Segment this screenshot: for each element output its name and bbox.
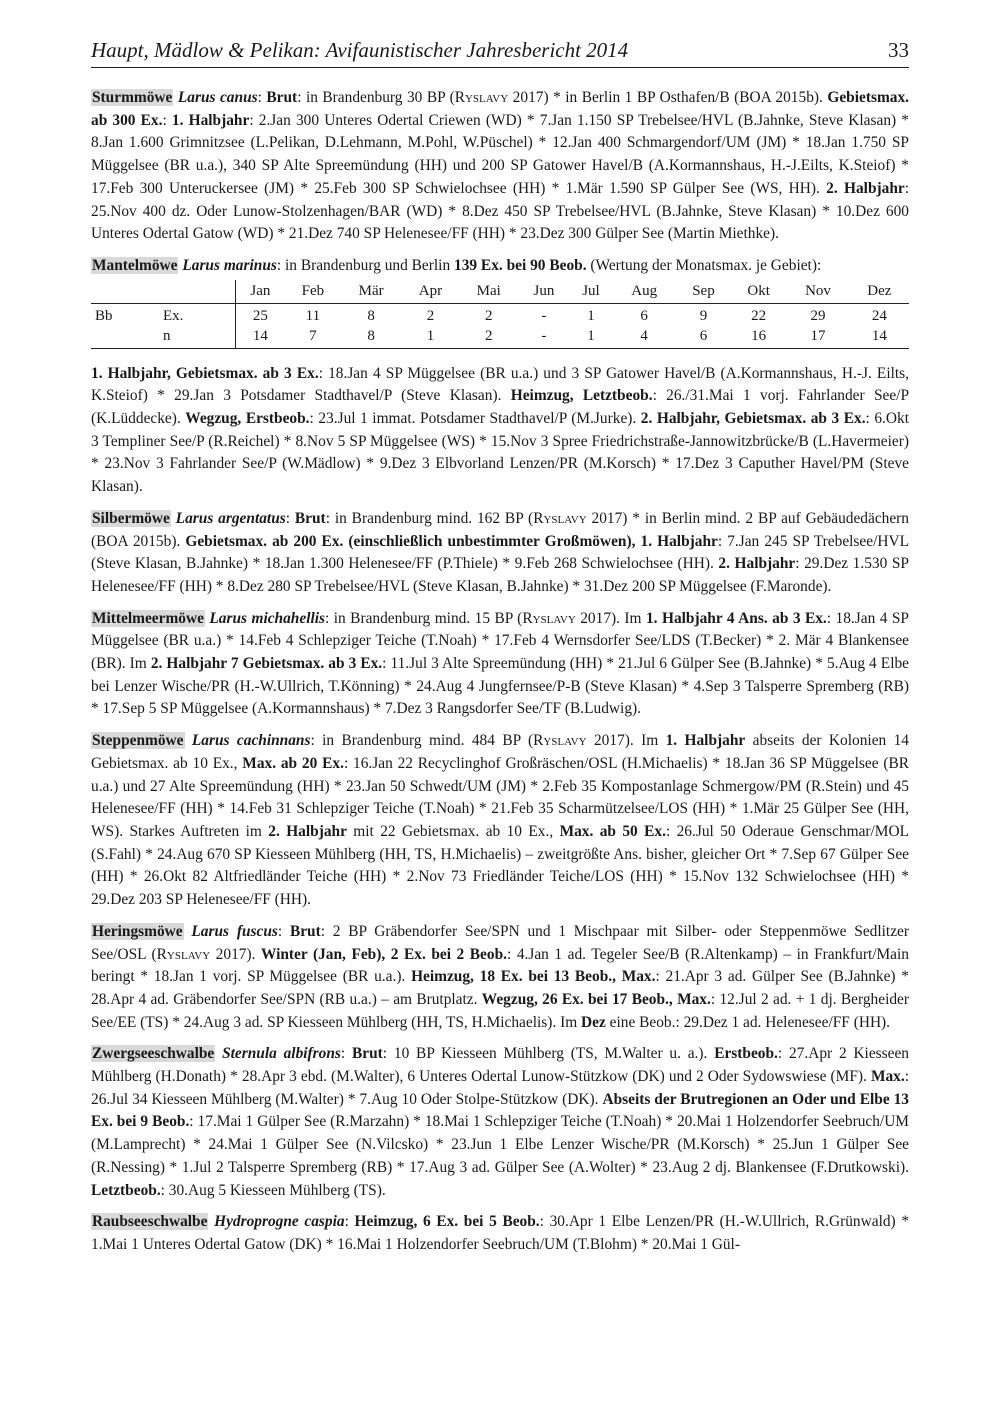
table-cell: 14 <box>235 326 285 349</box>
species-name: Zwergseeschwalbe <box>92 1045 215 1063</box>
text-run: : 27.Apr 2 Kiesseen Mühlberg (H.Donath) * 28.Apr 3 ebd. (M.Walter), 6 Unteres Odertal Lunow-Stützkow (DK) und 2 Oder Sydowswiese (MF). <box>91 1045 910 1086</box>
latin-name: Larus marinus <box>182 256 277 274</box>
table-cell: 16 <box>731 326 786 349</box>
table-cell: 17 <box>786 326 849 349</box>
bold-run: Abseits der Brutregionen an Oder und Elbe 13 Ex. bei 9 Beob. <box>91 1090 910 1131</box>
text-run: : in Brandenburg und Berlin <box>276 256 454 274</box>
text-run: : 17.Mai 1 Gülper See (R.Marzahn) * 18.Mai 1 Schlepziger Teiche (T.Noah) * 20.Mai 1 Holzendorfer Seebruch/UM (M.Lamprecht) * 24.Mai 1 Gülper See (N.Vilcsko) * 23.Jun 1 Elbe Lenzer Wische/PR (M.Korsch) * 25.Jun 1 Gülper See (R.Nessing) * 1.Jul 2 Talsperre Spremberg (RB) * 17.Aug 3 ad. Gülper See (A.Wolter) * 23.Aug 2 dj. Blankensee (F.Drutkowski). <box>91 1113 909 1176</box>
bold-run: Gebietsmax. ab 200 Ex. (einschließlich unbestimmter Großmöwen), 1. Halbjahr <box>185 532 718 550</box>
text-run: : 21.Apr 3 ad. Gülper See (B.Jahnke) * 28.Apr 4 ad. Gräbendorfer See/SPN (RB u.a.) – am Brutplatz. <box>91 968 909 1008</box>
text-run: : 11.Jul 3 Alte Spreemündung (HH) * 21.Jul 6 Gülper See (B.Jahnke) * 5.Aug 4 Elbe bei Lenzer Wische/PR (H.-W.Ullrich, T.Könning) * 24.Aug 4 Jungfernsee/P-B (Steve Klasan) * 4.Sep 3 Talsperre Spremberg (RB) * 17.Sep 5 SP Müggelsee (A.Kormannshaus) * 7.Dez 3 Rangsdorfer See/TF (B.Ludwig). <box>91 655 910 718</box>
text-run: : 18.Jan 4 SP Müggelsee (BR u.a.) und 3 SP Gatower Havel/B (A.Kormannshaus, H.-J. Eilts, K.Steiof) * 29.Jan 3 Potsdamer Stadthavel/P (Steve Klasan). <box>91 364 909 405</box>
table-cell: 2 <box>459 326 518 349</box>
species-entry-zwergseeschwalbe <box>91 1043 909 1202</box>
text-run: : 10 BP Kiesseen Mühlberg (TS, M.Walter u. a.). <box>382 1045 715 1063</box>
paragraph <box>91 363 909 499</box>
bold-run: Winter (Jan, Feb), 2 Ex. bei 2 Beob. <box>260 945 507 963</box>
bold-run: 2. Halbjahr <box>268 822 347 840</box>
text-run: eine Beob.: 29.Dez 1 ad. Helenesee/FF (HH). <box>605 1013 891 1031</box>
species-name: Mittelmeermöwe <box>92 609 204 627</box>
bold-run: 1. Halbjahr <box>665 732 746 750</box>
monthly-table <box>91 280 909 349</box>
bold-run: 139 Ex. bei 90 Beob. <box>454 256 587 274</box>
table-cell: - <box>541 307 547 324</box>
text-run: mit 22 Gebietsmax. ab 10 Ex., <box>346 822 560 840</box>
species-name: Raubseeschwalbe <box>92 1213 208 1231</box>
running-title: Haupt, Mädlow & Pelikan: Avifaunistischer Jahresbericht 2014 <box>91 38 629 62</box>
table-cell: 11 <box>305 307 321 324</box>
region-label: Bb <box>95 307 113 324</box>
month-header: Jul <box>570 280 613 304</box>
table-header-row <box>91 280 909 304</box>
table-cell: 8 <box>367 307 375 324</box>
table-corner <box>91 280 163 304</box>
species-entry-steppenmoewe <box>91 730 909 912</box>
table-cell: 6 <box>640 307 648 324</box>
table-cell: 7 <box>285 326 340 349</box>
month-header: Jun <box>518 280 569 304</box>
citation-author: Ryslavy <box>533 732 587 750</box>
text-run: 2017) * in Berlin 1 BP Osthafen/B (BOA 2015b). <box>508 89 828 106</box>
table-cell: 25 <box>235 303 285 326</box>
latin-name: Sternula albifrons <box>222 1045 341 1063</box>
bold-run: Heimzug, 6 Ex. bei 5 Beob. <box>354 1213 540 1231</box>
table-row <box>91 326 909 349</box>
text-run: : <box>344 1213 355 1231</box>
month-header: Feb <box>285 280 340 304</box>
main-text <box>91 87 909 1266</box>
bold-run: Heimzug, 18 Ex. bei 13 Beob., Max. <box>411 968 656 986</box>
text-run: abseits der Kolonien 14 Gebietsmax. ab 10 Ex., <box>91 732 909 772</box>
text-run: : 16.Jan 22 Recyclinghof Großräschen/OSL (H.Michaelis) * 18.Jan 36 SP Müggelsee (BR u.a.) und 27 Alte Spreemündung (HH) * 23.Jan 50 Schwedt/UM (JM) * 2.Feb 35 Kompostanlage Schmergow/PM (R.Stein) und 45 Helenesee/FF (HH) * 14.Feb 31 Schlepziger Teiche (T.Noah) * 21.Feb 35 Scharmützelsee/LOS (HH) * 1.Mär 25 Gülper See (HH, WS). Starkes Auftreten im <box>91 754 910 840</box>
table-cell: 1 <box>587 307 595 324</box>
text-run: : in Brandenburg 30 BP ( <box>297 89 455 106</box>
citation-author: Ryslavy <box>533 509 587 527</box>
text-run: (Wertung der Monatsmax. je Gebiet): <box>586 256 822 274</box>
text-run: : 30.Aug 5 Kiesseen Mühlberg (TS). <box>160 1181 386 1199</box>
bold-run: 1. Halbjahr, Gebietsmax. ab 3 Ex. <box>91 364 319 382</box>
bold-run: Max. ab 50 Ex. <box>559 822 666 840</box>
latin-name: Larus cachinnans <box>191 732 311 750</box>
table-cell: 4 <box>612 326 675 349</box>
month-header: Okt <box>731 280 786 304</box>
month-header: Mär <box>341 280 402 304</box>
bold-run: Brut <box>352 1045 383 1063</box>
row-label: n <box>163 326 235 349</box>
bold-run: Brut <box>266 89 298 106</box>
text-run: : 12.Jul 2 ad. + 1 dj. Bergheider See/EE (TS) * 24.Aug 3 ad. SP Kiesseen Mühlberg (HH, TS, H.Michaelis). Im <box>91 990 910 1031</box>
bold-run: 2. Halbjahr 7 Gebietsmax. ab 3 Ex. <box>150 655 383 673</box>
month-header: Nov <box>786 280 849 304</box>
bold-run: Letztbeob. <box>91 1181 161 1199</box>
bold-run: 2. Halbjahr <box>826 179 905 197</box>
latin-name: Larus canus <box>177 89 258 106</box>
text-run: : 30.Apr 1 Elbe Lenzen/PR (H.-W.Ullrich, R.Grünwald) * 1.Mai 1 Unteres Odertal Gatow (DK) * 16.Mai 1 Holzendorfer Seebruch/UM (T.Blohm) * 20.Mai 1 Gül- <box>91 1213 910 1253</box>
table-cell: 14 <box>850 326 909 349</box>
latin-name: Larus michahellis <box>209 609 326 627</box>
bold-run: 1. Halbjahr 4 Ans. ab 3 Ex. <box>645 609 827 627</box>
text-run: : 23.Jul 1 immat. Potsdamer Stadthavel/P (M.Jurke). <box>309 410 641 428</box>
species-name: Steppenmöwe <box>92 732 184 750</box>
bold-run: Wegzug, Erstbeob. <box>185 410 310 428</box>
month-header: Mai <box>459 280 518 304</box>
table-cell: 9 <box>699 307 708 324</box>
species-name: Mantelmöwe <box>92 256 178 274</box>
text-run: : 2.Jan 300 Unteres Odertal Criewen (WD) * 7.Jan 1.150 SP Trebelsee/HVL (B.Jahnke, Steve Klasan) * 8.Jan 1.600 Grimnitzsee (L.Pelikan, D.Lehmann, M.Pohl, W.Püschel) * 12.Jan 400 Schmargendorf/UM (JM) * 18.Jan 1.750 SP Müggelsee (BR u.a.), 340 SP Alte Spreemündung (HH) und 200 SP Gatower Havel/B (A.Kormannshaus, H.-J.Eilts, K.Steiof) * 17.Feb 300 Unteruckersee (JM) * 25.Feb 300 SP Schwielochsee (HH) * 1.Mär 1.590 SP Gülper See (WS, HH). <box>91 111 909 197</box>
latin-name: Hydroprogne caspia <box>214 1213 345 1231</box>
month-header: Sep <box>676 280 731 304</box>
month-header: Jan <box>235 280 285 304</box>
bold-run: Erstbeob. <box>714 1045 778 1063</box>
table-cell: 2 <box>484 307 493 324</box>
table-cell: 2 <box>426 307 435 324</box>
table-cell: - <box>518 326 569 349</box>
species-entry-sturmmoewe <box>91 87 909 246</box>
text-run: : <box>285 509 295 527</box>
table-cell: 6 <box>676 326 731 349</box>
species-name: Sturmmöwe <box>92 89 173 106</box>
citation-author: Ryslavy <box>156 945 211 963</box>
text-run: : 26.Jul 34 Kiesseen Mühlberg (M.Walter) * 7.Aug 10 Oder Stolpe-Stützkow (DK). <box>91 1068 909 1108</box>
text-run: : 2 BP Gräbendorfer See/SPN und 1 Mischpaar mit Silber- oder Steppenmöwe Sedlitzer See/OSL ( <box>91 922 909 963</box>
text-run: 2017) * in Berlin mind. 2 BP auf Gebäudedächern (BOA 2015b). <box>91 509 909 550</box>
table-cell: 29 <box>810 307 826 324</box>
text-run: : 7.Jan 245 SP Trebelsee/HVL (Steve Klasan, B.Jahnke) * 18.Jan 1.300 Helenesee/FF (P.Thiele) * 9.Feb 268 Schwielochsee (HH). <box>91 532 909 573</box>
text-run: : 26.Jul 50 Oderaue Genschmar/MOL (S.Fahl) * 24.Aug 670 SP Kiesseen Mühlberg (HH, TS, H.Michaelis) – zweitgrößte Ans. bisher, gleicher Ort * 7.Sep 67 Gülper See (HH) * 26.Okt 82 Altfriedländer Teiche (HH) * 2.Nov 73 Friedländer Teiche/LOS (HH) * 15.Nov 132 Schwielochsee (HH) * 29.Dez 203 SP Helenesee/FF (HH). <box>91 822 910 909</box>
text-run: : 4.Jan 1 ad. Tegeler See/B (R.Altenkamp) – in Frankfurt/Main beringt * 18.Jan 1 vorj. SP Müggelsee (BR u.a.). <box>91 945 909 986</box>
citation-author: Ryslavy <box>454 89 509 106</box>
text-run: : 18.Jan 4 SP Müggelsee (BR u.a.) * 14.Feb 4 Schlepziger Teiche (T.Noah) * 17.Feb 4 Wernsdorfer See/LDS (T.Becker) * 2. Mär 4 Blankensee (BR). Im <box>91 609 909 673</box>
bold-run: Brut <box>289 922 321 940</box>
bold-run: 1. Halbjahr <box>171 111 250 129</box>
table-cell: 8 <box>341 326 402 349</box>
bold-run: Wegzug, 26 Ex. bei 17 Beob., Max. <box>481 990 711 1008</box>
month-header: Dez <box>850 280 909 304</box>
row-label: Ex. <box>163 307 184 324</box>
species-name: Silbermöwe <box>92 509 170 527</box>
bold-run: 2. Halbjahr <box>718 555 796 573</box>
text-run: : in Brandenburg mind. 162 BP ( <box>325 509 534 527</box>
bold-run: 2. Halbjahr, Gebietsmax. ab 3 Ex. <box>640 410 866 428</box>
species-name: Heringsmöwe <box>92 922 183 940</box>
citation-author: Ryslavy <box>522 609 576 627</box>
table-corner <box>163 280 235 304</box>
bold-run: Max. <box>870 1068 905 1086</box>
bold-run: Dez <box>581 1013 606 1031</box>
text-run: 2017). Im <box>586 732 666 750</box>
table-cell: 24 <box>871 307 887 324</box>
text-run: 2017). <box>210 945 261 963</box>
text-run: : 25.Nov 400 dz. Oder Lunow-Stolzenhagen/BAR (WD) * 8.Dez 450 SP Trebelsee/HVL (B.Jahnke, Steve Klasan) * 10.Dez 600 Unteres Odertal Gatow (WD) * 21.Dez 740 SP Helenesee/FF (HH) * 23.Dez 300 Gülper See (Martin Miethke). <box>91 179 909 243</box>
text-run: 2017). Im <box>575 609 646 627</box>
species-entry-mittelmeermoewe <box>91 608 909 722</box>
species-entry-mantelmoewe <box>91 255 909 499</box>
text-run: : <box>257 89 267 106</box>
table-row <box>91 303 909 326</box>
table-cell-empty <box>91 326 163 349</box>
bold-run: Brut <box>294 509 326 527</box>
text-run: : <box>277 922 290 940</box>
table-cell: 1 <box>570 326 613 349</box>
running-header <box>91 38 909 68</box>
table-cell: 22 <box>751 307 767 324</box>
species-entry-raubseeschwalbe <box>91 1211 909 1256</box>
text-run: : 6.Okt 3 Templiner See/P (R.Reichel) * 8.Nov 5 SP Müggelsee (WS) * 15.Nov 3 Spree Friedrichstraße-Jannowitzbrücke/B (L.Havermeier) * 23.Nov 3 Fahrlander See/P (W.Mädlow) * 9.Dez 3 Elbvorland Lenzen/PR (M.Korsch) * 17.Dez 3 Caputher Havel/PM (Steve Klasan). <box>91 410 909 496</box>
text-run: : <box>340 1045 352 1063</box>
text-run: : in Brandenburg mind. 15 BP ( <box>325 609 523 627</box>
bold-run: Max. ab 20 Ex. <box>242 754 344 772</box>
month-header: Aug <box>612 280 675 304</box>
table-cell: 1 <box>402 326 459 349</box>
text-run: : 26./31.Mai 1 vorj. Fahrlander See/P (K.Lüddecke). <box>91 387 909 428</box>
text-run: : 29.Dez 1.530 SP Helenesee/FF (HH) * 8.Dez 280 SP Trebelsee/HVL (Steve Klasan, B.Jahnke) * 31.Dez 200 SP Müggelsee (F.Maronde). <box>91 555 909 595</box>
bold-run: Gebietsmax. ab 300 Ex. <box>91 89 910 129</box>
species-entry-heringsmoewe <box>91 921 909 1035</box>
bold-run: Heimzug, Letztbeob. <box>510 387 653 405</box>
text-run: : <box>162 111 172 129</box>
text-run: : in Brandenburg mind. 484 BP ( <box>310 732 534 750</box>
page-number: 33 <box>888 38 909 62</box>
latin-name: Larus argentatus <box>175 509 286 527</box>
species-entry-silbermoewe <box>91 508 909 599</box>
latin-name: Larus fuscus <box>191 922 278 940</box>
month-header: Apr <box>402 280 459 304</box>
